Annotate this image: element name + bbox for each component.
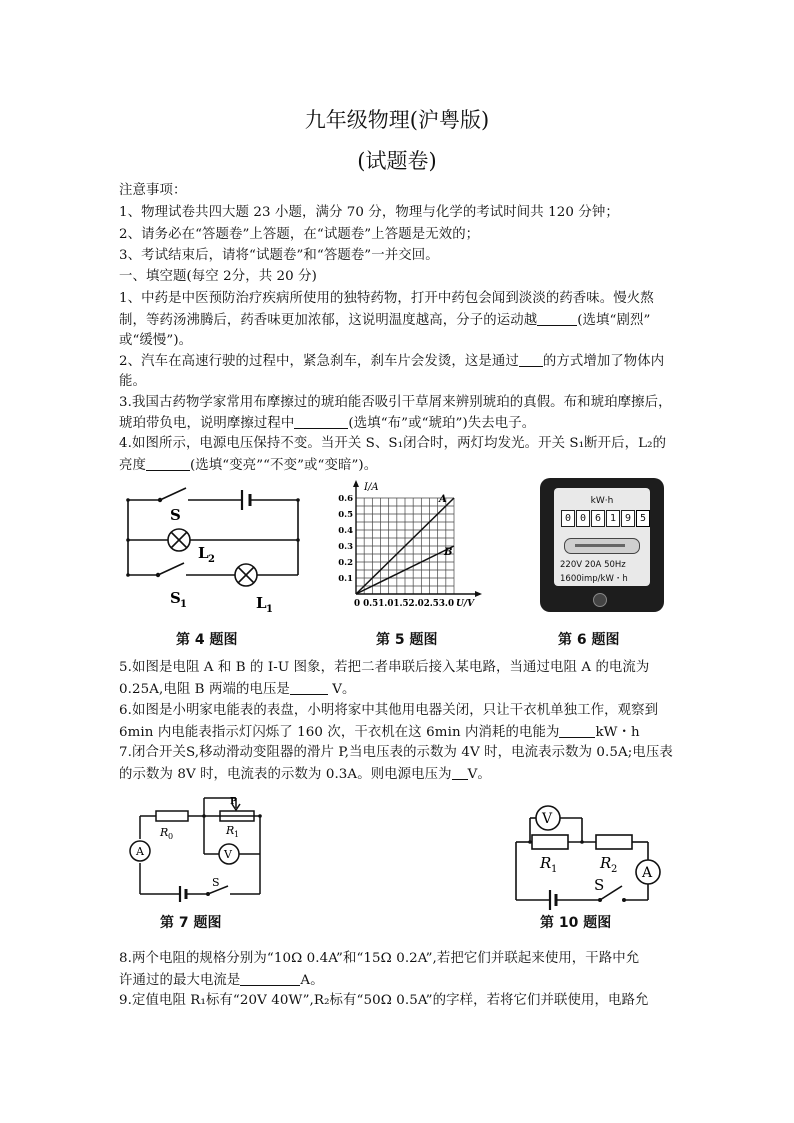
- question-4-line-2: 亮度 (选填“变亮”“不变”或“变暗”)。: [119, 458, 378, 473]
- meter-digit: 5: [636, 510, 650, 527]
- answer-blank-6[interactable]: [559, 723, 595, 738]
- question-2-line-1: 2、汽车在高速行驶的过程中，紧急刹车，刹车片会发烫，这是通过 的方式增加了物体内: [119, 354, 665, 369]
- label-l2: L: [198, 544, 209, 562]
- figure-5-caption: 第 5 题图: [376, 632, 438, 648]
- question-5-line-2: 0.25A,电阻 B 两端的电压是 V。: [119, 682, 356, 697]
- section-heading: 一、填空题(每空 2分，共 20 分): [119, 269, 317, 284]
- meter-digits: [561, 510, 651, 527]
- meter-digit: 0: [561, 510, 575, 527]
- x-axis-label: U/V: [456, 599, 475, 609]
- label-r1-sub: 1: [234, 830, 240, 839]
- question-5-line-1: 5.如图是电阻 A 和 B 的 I-U 图象，若把二者串联后接入某电路，当通过电阻 A 的电流为: [119, 660, 650, 675]
- chart-y-ticks: [338, 494, 353, 584]
- page-subtitle: (试题卷): [357, 149, 437, 173]
- answer-blank-5[interactable]: [290, 680, 328, 695]
- label-s: S: [212, 876, 220, 889]
- question-3-line-1: 3.我国古药物学家常用布摩擦过的琥珀能否吸引干草屑来辨别琥珀的真假。布和琥珀摩擦后，: [119, 395, 672, 410]
- figure-10-caption: 第 10 题图: [540, 915, 612, 931]
- voltmeter-label: V: [542, 811, 553, 827]
- label-s: S: [594, 876, 605, 894]
- series-a-label: A: [439, 494, 447, 505]
- ammeter-label: A: [642, 865, 653, 881]
- figure-10-circuit: [508, 798, 668, 910]
- figure-4-circuit: [118, 480, 318, 622]
- label-r2: R: [600, 854, 612, 872]
- series-b-label: B: [444, 547, 453, 558]
- x-axis-arrow-icon: [475, 591, 482, 597]
- label-r1: R: [226, 824, 235, 837]
- notice-item-1: 1、物理试卷共四大题 23 小题，满分 70 分，物理与化学的考试时间共 120 分钟；: [119, 205, 619, 220]
- meter-digit: 0: [576, 510, 590, 527]
- notice-item-3: 3、考试结束后，请将“试题卷”和“答题卷”一并交回。: [119, 248, 439, 263]
- question-1-line-2: 制，等药汤沸腾后，药香味更加浓郁，这说明温度越高，分子的运动越 (选填“剧烈”: [119, 313, 651, 328]
- meter-digit: 6: [591, 510, 605, 527]
- figure-4-caption: 第 4 题图: [176, 632, 238, 648]
- question-3-line-2: 琥珀带负电，说明摩擦过程中 (选填“布”或“琥珀”)失去电子。: [119, 416, 536, 431]
- meter-unit: kW·h: [590, 496, 614, 506]
- question-8-line-1: 8.两个电阻的规格分别为“10Ω 0.4A”和“15Ω 0.2A”,若把它们并联起来使用，干路中允: [119, 951, 640, 966]
- meter-indicator-bar: [575, 544, 625, 547]
- ammeter-label: A: [136, 845, 144, 858]
- voltmeter-label: V: [224, 848, 232, 861]
- figure-7-circuit: [124, 794, 274, 914]
- label-r1: R: [540, 854, 552, 872]
- x-tick-labels: 0 0.51.01.52.02.53.0: [354, 599, 454, 609]
- y-tick-label: 0.2: [338, 558, 353, 568]
- answer-blank-1[interactable]: [537, 311, 577, 326]
- y-tick-label: 0.6: [338, 494, 353, 504]
- question-1-line-3: 或“缓慢”)。: [119, 333, 193, 348]
- meter-digit: 1: [606, 510, 620, 527]
- question-4-line-1: 4.如图所示，电源电压保持不变。当开关 S、S₁闭合时，两灯均发光。开关 S₁断开后，L₂的: [119, 436, 667, 451]
- question-2-line-2: 能。: [119, 374, 146, 389]
- meter-digit: 9: [621, 510, 635, 527]
- figure-7-caption: 第 7 题图: [160, 915, 222, 931]
- label-s1-sub: 1: [180, 599, 187, 610]
- answer-blank-7[interactable]: [452, 765, 468, 780]
- meter-screen: [554, 488, 650, 586]
- question-7-line-1: 7.闭合开关S,移动滑动变阻器的滑片 P,当电压表的示数为 4V 时，电流表示数为 0.5A;电压表: [119, 745, 673, 760]
- y-tick-label: 0.1: [338, 574, 353, 584]
- meter-spec-1: 220V 20A 50Hz: [560, 560, 626, 570]
- label-l2-sub: 2: [208, 554, 215, 565]
- y-tick-label: 0.5: [338, 510, 353, 520]
- question-8-line-2: 许通过的最大电流是 A。: [119, 973, 324, 988]
- question-6-line-1: 6.如图是小明家电能表的表盘，小明将家中其他用电器关闭，只让干衣机单独工作，观察到: [119, 703, 659, 718]
- question-7-line-2: 的示数为 8V 时，电流表的示数为 0.3A。则电源电压为 V。: [119, 767, 491, 782]
- meter-spec-2: 1600imp/kW・h: [560, 574, 628, 584]
- y-axis-arrow-icon: [353, 480, 359, 487]
- y-tick-label: 0.4: [338, 526, 353, 536]
- question-1-line-1: 1、中药是中医预防治疗疾病所使用的独特药物，打开中药包会闻到淡淡的药香味。慢火熬: [119, 291, 654, 306]
- label-r2-sub: 2: [611, 864, 618, 875]
- notice-item-2: 2、请务必在“答题卷”上答题，在“试题卷”上答题是无效的；: [119, 227, 480, 242]
- answer-blank-3[interactable]: [294, 414, 348, 429]
- label-r1-sub: 1: [551, 864, 558, 875]
- meter-indicator: [564, 538, 640, 554]
- question-6-line-2: 6min 内电能表指示灯闪烁了 160 次，干衣机在这 6min 内消耗的电能为 kW・h: [119, 725, 640, 740]
- notice-heading: 注意事项：: [119, 183, 187, 198]
- label-s: S: [170, 506, 181, 524]
- label-s1: S: [170, 589, 181, 607]
- figure-6-energy-meter: [540, 478, 664, 612]
- page-title: 九年级物理(沪粤版): [304, 108, 490, 132]
- answer-blank-8[interactable]: [240, 971, 300, 986]
- answer-blank-2[interactable]: [519, 352, 543, 367]
- meter-knob-icon: [593, 593, 607, 607]
- figure-6-caption: 第 6 题图: [558, 632, 620, 648]
- answer-blank-4[interactable]: [146, 456, 190, 471]
- y-tick-label: 0.3: [338, 542, 353, 552]
- label-l1-sub: 1: [266, 604, 273, 615]
- label-r0-sub: 0: [168, 832, 174, 841]
- question-9-line-1: 9.定值电阻 R₁标有“20V 40W”,R₂标有“50Ω 0.5A”的字样，若将它们并联使用，电路允: [119, 993, 649, 1008]
- figure-5-chart: [330, 478, 490, 613]
- y-axis-label: I/A: [364, 482, 379, 493]
- label-p: P: [230, 797, 237, 807]
- label-l1: L: [256, 594, 267, 612]
- label-r0: R: [160, 826, 169, 839]
